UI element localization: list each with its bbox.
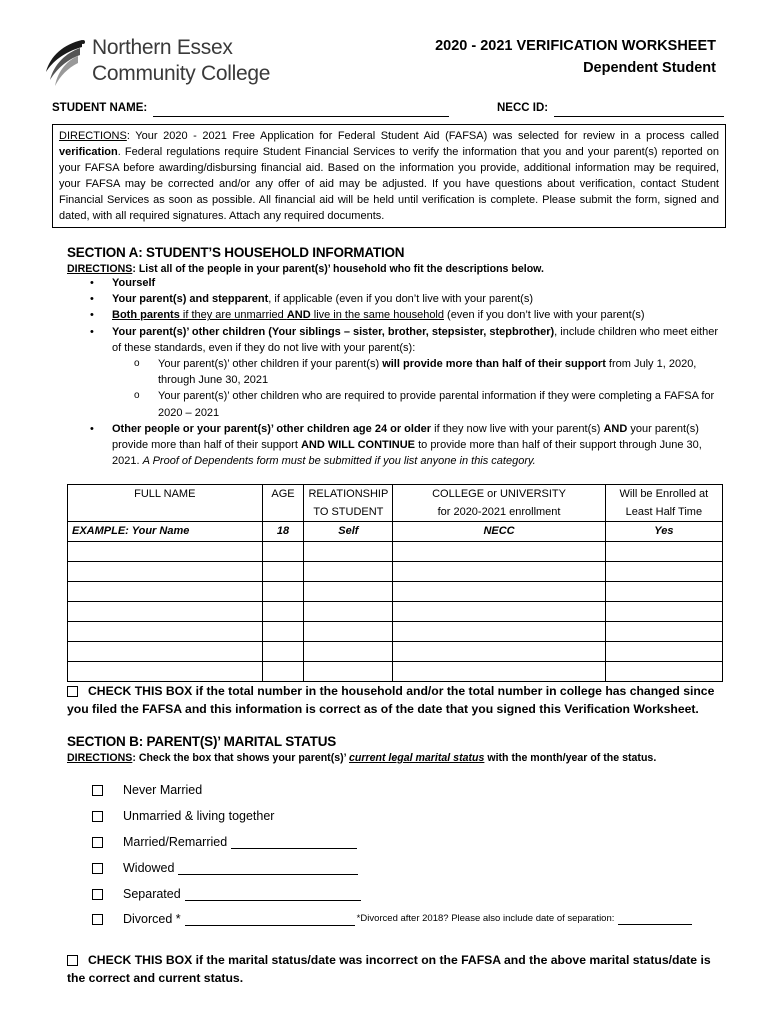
example-name-cell: EXAMPLE: Your Name (68, 522, 263, 542)
separated-date-line[interactable] (185, 887, 361, 901)
widowed-date-line[interactable] (178, 861, 358, 875)
separated-checkbox[interactable] (92, 889, 103, 900)
unmarried-checkbox[interactable] (92, 811, 103, 822)
table-cell[interactable] (262, 662, 304, 682)
table-cell[interactable] (605, 642, 722, 662)
table-cell[interactable] (393, 542, 605, 562)
example-enrolled-cell: Yes (605, 522, 722, 542)
table-cell[interactable] (393, 622, 605, 642)
col-header-relationship: RELATIONSHIP TO STUDENT (304, 485, 393, 522)
table-cell[interactable] (262, 582, 304, 602)
col-header-enrolled: Will be Enrolled at Least Half Time (605, 485, 722, 522)
marital-incorrect-text: CHECK THIS BOX if the marital status/date was incorrect on the FAFSA and the above marital status/date is the correct and current status. (67, 953, 711, 985)
worksheet-title: 2020 - 2021 VERIFICATION WORKSHEET (435, 38, 716, 54)
table-header-row (68, 485, 723, 522)
list-item: o Your parent(s)’ other children if your parent(s) will provide more than half of their support from July 1, 2020, through June 30, 2021 (112, 356, 730, 388)
directions-box (52, 124, 726, 228)
marital-option-divorced: Divorced * *Divorced after 2018? Please also include date of separation: (92, 911, 692, 928)
table-cell[interactable] (304, 562, 393, 582)
table-cell[interactable] (304, 622, 393, 642)
divorced-date-line[interactable] (185, 912, 355, 926)
table-cell[interactable] (304, 662, 393, 682)
household-criteria-list (90, 275, 730, 469)
table-row-example (68, 522, 723, 542)
table-cell[interactable] (605, 622, 722, 642)
table-cell[interactable] (262, 542, 304, 562)
table-row (68, 542, 723, 562)
section-b-directions: DIRECTIONS: Check the box that shows your parent(s)’ current legal marital status with the month/year of the status. (67, 752, 657, 764)
separation-date-line[interactable] (618, 913, 692, 925)
table-cell[interactable] (68, 582, 263, 602)
section-b-title: SECTION B: PARENT(S)’ MARITAL STATUS (67, 734, 337, 749)
table-cell[interactable] (605, 582, 722, 602)
table-cell[interactable] (393, 662, 605, 682)
table-cell[interactable] (393, 602, 605, 622)
directions-verification-word: verification (59, 146, 118, 158)
list-item: o Your parent(s)’ other children who are required to provide parental information if they were completing a FAFSA for 2020 – 2021 (112, 388, 730, 420)
table-row (68, 582, 723, 602)
college-logo-icon (42, 38, 86, 88)
directions-text-1: : Your 2020 - 2021 Free Application for Federal Student Aid (FAFSA) was selected for review in a process called (126, 130, 719, 142)
table-cell[interactable] (68, 642, 263, 662)
table-cell[interactable] (393, 562, 605, 582)
necc-id-input-line[interactable] (554, 104, 724, 117)
col-header-full-name: FULL NAME (68, 485, 263, 522)
table-cell[interactable] (304, 582, 393, 602)
table-cell[interactable] (262, 602, 304, 622)
marital-option-never-married: Never Married (92, 782, 202, 799)
table-cell[interactable] (393, 582, 605, 602)
table-cell[interactable] (68, 542, 263, 562)
table-cell[interactable] (262, 622, 304, 642)
marital-option-widowed: Widowed (92, 860, 358, 877)
directions-text-2: . Federal regulations require Student Financial Services to verify the information that you and your parent(s) reported on your FAFSA before awarding/disbursing financial aid. Based on the information you provide, additional information may be required, your FAFSA may be corrected and/or any offer of aid may be adjusted. If you have questions about verification, contact Student Financial Services as soon as possible. All financial aid will be held until verification is complete. Please submit the form, signed and dated, with all required signatures. Attach any required documents. (59, 146, 719, 222)
list-item: • Your parent(s) and stepparent, if applicable (even if you don’t live with your parent(s) (90, 291, 730, 307)
table-row (68, 602, 723, 622)
worksheet-subtitle: Dependent Student (583, 60, 716, 76)
student-name-input-line[interactable] (153, 104, 449, 117)
logo-text-line1: Northern Essex (92, 36, 233, 59)
widowed-checkbox[interactable] (92, 863, 103, 874)
table-cell[interactable] (68, 622, 263, 642)
table-cell[interactable] (304, 542, 393, 562)
directions-label: DIRECTIONS (59, 130, 127, 142)
household-change-checkbox[interactable] (67, 686, 78, 697)
table-cell[interactable] (393, 642, 605, 662)
marital-incorrect-checkbox[interactable] (67, 955, 78, 966)
table-row (68, 662, 723, 682)
table-row (68, 622, 723, 642)
student-name-label: STUDENT NAME: (52, 102, 148, 114)
married-date-line[interactable] (231, 835, 357, 849)
col-header-age: AGE (262, 485, 304, 522)
necc-id-field-row (497, 101, 724, 117)
col-header-college: COLLEGE or UNIVERSITY for 2020-2021 enrollment (393, 485, 605, 522)
table-cell[interactable] (605, 602, 722, 622)
example-age-cell: 18 (262, 522, 304, 542)
section-a-title: SECTION A: STUDENT’S HOUSEHOLD INFORMATION (67, 245, 405, 260)
list-item: • Both parents if they are unmarried AND live in the same household (even if you don’t live with your parent(s) (90, 307, 730, 323)
table-cell[interactable] (605, 562, 722, 582)
marital-option-separated: Separated (92, 886, 361, 903)
marital-option-married: Married/Remarried (92, 834, 357, 851)
household-change-text: CHECK THIS BOX if the total number in the household and/or the total number in college has changed since you filed the FAFSA and this information is correct as of the date that you signed this Verification Worksheet. (67, 684, 715, 716)
table-cell[interactable] (262, 642, 304, 662)
section-a-directions: DIRECTIONS: List all of the people in your parent(s)’ household who fit the descriptions below. (67, 263, 544, 275)
divorced-checkbox[interactable] (92, 914, 103, 925)
household-table (67, 484, 723, 682)
table-cell[interactable] (304, 642, 393, 662)
list-item: • Other people or your parent(s)’ other children age 24 or older if they now live with your parent(s) AND your parent(s) provide more than half of their support AND WILL CONTINUE to provide more than half of their support through June 30, 2021. A Proof of Dependents form must be submitted if you list anyone in this category. (90, 421, 730, 470)
sibling-criteria-sublist (112, 356, 730, 421)
table-row (68, 642, 723, 662)
list-item: • Yourself (90, 275, 730, 291)
divorced-note: *Divorced after 2018? Please also include date of separation: (356, 913, 615, 925)
table-cell[interactable] (304, 602, 393, 622)
table-cell[interactable] (68, 602, 263, 622)
example-relationship-cell: Self (304, 522, 393, 542)
student-name-field-row (52, 101, 449, 117)
table-cell[interactable] (262, 562, 304, 582)
table-cell[interactable] (68, 662, 263, 682)
married-checkbox[interactable] (92, 837, 103, 848)
example-college-cell: NECC (393, 522, 605, 542)
marital-incorrect-check-row (67, 951, 727, 987)
table-cell[interactable] (605, 662, 722, 682)
table-cell[interactable] (605, 542, 722, 562)
marital-option-unmarried: Unmarried & living together (92, 808, 274, 825)
necc-id-label: NECC ID: (497, 102, 549, 114)
table-row (68, 562, 723, 582)
logo-text-line2: Community College (92, 62, 271, 85)
never-married-checkbox[interactable] (92, 785, 103, 796)
table-cell[interactable] (68, 562, 263, 582)
household-change-check-row (67, 682, 727, 718)
list-item: • Your parent(s)’ other children (Your siblings – sister, brother, stepsister, stepbrother), include children who meet either of these standards, even if they do not live with your parent(s): o Your parent(s)’ other children if your parent(s) will provide more than half of their support from July 1, 2020, through June 30, 2021 o Your parent(s)’ other children who are required to provide parental information if they were completing a FAFSA for 2020 – 2021 (90, 324, 730, 421)
